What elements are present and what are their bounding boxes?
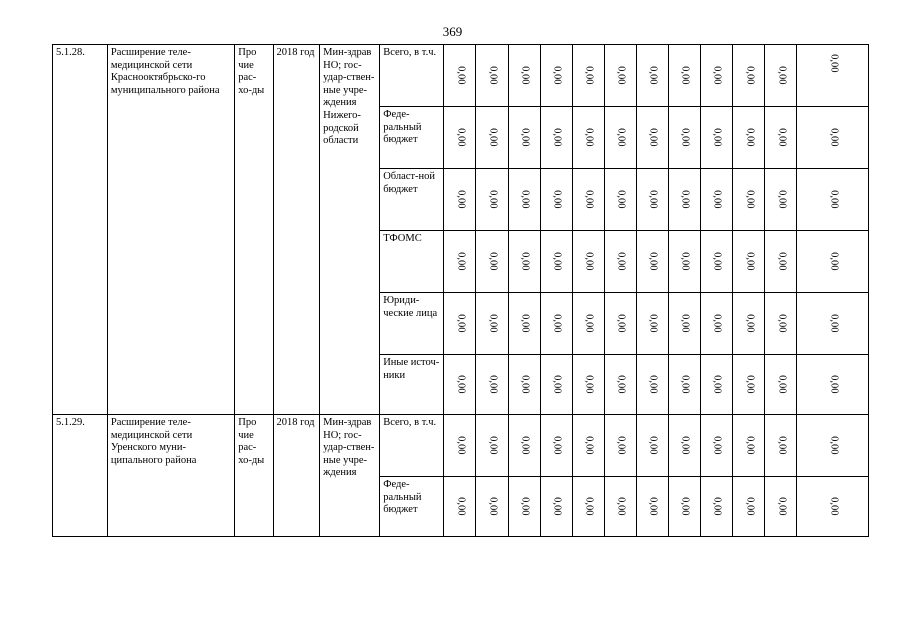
value-cell [669,293,701,355]
value-cell [797,169,869,231]
value-cell [765,293,797,355]
value-cell [797,355,869,415]
value-text: 0,00 [455,128,467,147]
value-text: 0,00 [615,436,627,455]
value-cell [636,231,668,293]
value-text: 0,00 [551,497,563,516]
value-cell [604,293,636,355]
value-cell [701,293,733,355]
value-cell [476,293,508,355]
funding-source-label: Феде-ральный бюджет [380,107,444,169]
value-text: 0,00 [455,497,467,516]
value-text: 0,00 [551,128,563,147]
value-text: 0,00 [744,436,756,455]
value-cell [669,45,701,107]
value-cell [701,355,733,415]
value-cell [765,355,797,415]
value-text: 0,00 [647,252,659,271]
value-cell [636,107,668,169]
value-cell [444,355,476,415]
budget-table [52,44,869,537]
value-cell [508,355,540,415]
value-text: 0,00 [551,252,563,271]
item-name: Расширение теле-медицинской сети Уренского муни-ципального района [107,415,234,537]
value-text: 0,00 [744,190,756,209]
value-cell [636,415,668,477]
item-executor: Мин-здрав НО; гос-удар-ствен-ные учре-ждения Нижего-родской области [320,45,380,415]
funding-source-label: Феде-ральный бюджет [380,477,444,537]
value-cell [508,477,540,537]
funding-source-label: Всего, в т.ч. [380,415,444,477]
value-text: 0,00 [679,66,691,85]
value-cell [797,45,869,107]
value-text: 0,00 [828,190,839,209]
value-cell [701,415,733,477]
value-cell [797,415,869,477]
value-text: 0,00 [828,54,839,73]
value-text: 0,00 [519,252,531,271]
value-text: 0,00 [679,497,691,516]
value-text: 0,00 [487,66,499,85]
value-cell [572,477,604,537]
value-text: 0,00 [647,128,659,147]
value-text: 0,00 [776,436,788,455]
expense-type: Про чие рас-хо-ды [235,45,273,415]
value-cell [797,477,869,537]
value-text: 0,00 [519,314,531,333]
value-cell [701,477,733,537]
value-cell [508,107,540,169]
value-text: 0,00 [744,375,756,394]
value-cell [604,415,636,477]
value-cell [636,169,668,231]
value-text: 0,00 [679,375,691,394]
value-cell [797,231,869,293]
value-text: 0,00 [519,128,531,147]
value-text: 0,00 [744,66,756,85]
value-text: 0,00 [487,190,499,209]
value-cell [540,169,572,231]
value-cell [444,107,476,169]
value-text: 0,00 [551,66,563,85]
value-cell [604,107,636,169]
value-text: 0,00 [711,66,723,85]
value-cell [765,107,797,169]
value-cell [797,107,869,169]
value-text: 0,00 [551,190,563,209]
value-text: 0,00 [455,66,467,85]
value-text: 0,00 [487,375,499,394]
value-text: 0,00 [487,252,499,271]
value-text: 0,00 [647,66,659,85]
value-cell [476,45,508,107]
value-text: 0,00 [711,375,723,394]
value-cell [765,45,797,107]
value-text: 0,00 [744,497,756,516]
value-cell [572,107,604,169]
value-text: 0,00 [583,66,595,85]
value-text: 0,00 [828,314,839,333]
value-text: 0,00 [679,190,691,209]
value-text: 0,00 [615,314,627,333]
funding-source-label: ТФОМС [380,231,444,293]
value-cell [508,169,540,231]
value-cell [540,355,572,415]
value-text: 0,00 [519,190,531,209]
value-text: 0,00 [487,128,499,147]
value-text: 0,00 [615,497,627,516]
funding-source-label: Област-ной бюджет [380,169,444,231]
value-text: 0,00 [744,128,756,147]
value-text: 0,00 [828,128,839,147]
item-name: Расширение теле-медицинской сети Краснооктябрьско-го муниципального района [107,45,234,415]
value-text: 0,00 [647,314,659,333]
value-cell [701,107,733,169]
funding-source-label: Иные источ-ники [380,355,444,415]
value-text: 0,00 [615,190,627,209]
value-cell [636,45,668,107]
value-cell [669,477,701,537]
value-text: 0,00 [647,190,659,209]
value-text: 0,00 [828,375,839,394]
value-text: 0,00 [551,436,563,455]
value-cell [701,231,733,293]
value-cell [540,107,572,169]
value-cell [508,45,540,107]
value-text: 0,00 [583,314,595,333]
value-text: 0,00 [776,66,788,85]
value-text: 0,00 [711,252,723,271]
value-cell [572,169,604,231]
value-text: 0,00 [679,252,691,271]
value-cell [476,355,508,415]
item-year: 2018 год [273,45,320,415]
value-text: 0,00 [776,190,788,209]
value-cell [733,169,765,231]
value-text: 0,00 [711,436,723,455]
value-cell [604,169,636,231]
value-cell [572,231,604,293]
value-text: 0,00 [615,252,627,271]
value-text: 0,00 [487,314,499,333]
value-text: 0,00 [647,375,659,394]
value-text: 0,00 [744,314,756,333]
value-text: 0,00 [583,128,595,147]
value-text: 0,00 [551,314,563,333]
value-text: 0,00 [487,497,499,516]
item-code: 5.1.29. [53,415,108,537]
value-cell [733,107,765,169]
value-cell [540,415,572,477]
item-executor: Мин-здрав НО; гос-удар-ствен-ные учре-ждения [320,415,380,537]
expense-type: Про чие рас-хо-ды [235,415,273,537]
value-cell [669,415,701,477]
value-cell [636,293,668,355]
value-text: 0,00 [776,497,788,516]
value-text: 0,00 [583,436,595,455]
value-text: 0,00 [615,66,627,85]
value-cell [476,169,508,231]
value-cell [444,415,476,477]
value-cell [444,477,476,537]
value-cell [701,169,733,231]
value-text: 0,00 [828,252,839,271]
value-cell [540,293,572,355]
value-cell [444,169,476,231]
value-text: 0,00 [679,314,691,333]
value-text: 0,00 [776,128,788,147]
funding-source-label: Юриди-ческие лица [380,293,444,355]
value-cell [572,45,604,107]
value-cell [572,293,604,355]
value-text: 0,00 [455,375,467,394]
value-text: 0,00 [647,436,659,455]
value-text: 0,00 [679,436,691,455]
value-cell [765,415,797,477]
value-cell [476,231,508,293]
value-cell [508,415,540,477]
value-text: 0,00 [583,497,595,516]
value-cell [572,355,604,415]
value-text: 0,00 [615,128,627,147]
value-cell [604,355,636,415]
value-text: 0,00 [828,436,839,455]
value-text: 0,00 [711,190,723,209]
value-cell [636,355,668,415]
value-cell [669,231,701,293]
value-cell [604,45,636,107]
value-cell [540,45,572,107]
value-cell [444,231,476,293]
value-cell [733,45,765,107]
item-code: 5.1.28. [53,45,108,415]
item-year: 2018 год [273,415,320,537]
value-cell [797,293,869,355]
value-text: 0,00 [679,128,691,147]
value-text: 0,00 [551,375,563,394]
value-cell [636,477,668,537]
value-text: 0,00 [711,314,723,333]
value-text: 0,00 [519,66,531,85]
value-cell [476,107,508,169]
value-text: 0,00 [828,497,839,516]
value-cell [669,355,701,415]
value-text: 0,00 [583,375,595,394]
value-text: 0,00 [615,375,627,394]
value-cell [701,45,733,107]
value-cell [765,231,797,293]
value-text: 0,00 [776,375,788,394]
value-text: 0,00 [711,497,723,516]
funding-source-label: Всего, в т.ч. [380,45,444,107]
page-number: 369 [442,24,463,39]
value-cell [444,45,476,107]
value-cell [733,293,765,355]
value-cell [540,231,572,293]
value-text: 0,00 [455,436,467,455]
value-cell [669,169,701,231]
value-cell [540,477,572,537]
value-cell [508,231,540,293]
value-cell [508,293,540,355]
value-text: 0,00 [776,314,788,333]
value-text: 0,00 [519,375,531,394]
value-text: 0,00 [487,436,499,455]
value-text: 0,00 [519,436,531,455]
value-cell [733,477,765,537]
value-text: 0,00 [647,497,659,516]
value-cell [444,293,476,355]
value-cell [604,231,636,293]
value-cell [733,415,765,477]
value-text: 0,00 [455,252,467,271]
value-text: 0,00 [744,252,756,271]
value-cell [733,355,765,415]
value-text: 0,00 [583,252,595,271]
value-text: 0,00 [711,128,723,147]
value-cell [476,477,508,537]
value-text: 0,00 [455,314,467,333]
table-row [53,45,869,107]
value-text: 0,00 [455,190,467,209]
value-text: 0,00 [583,190,595,209]
value-cell [765,477,797,537]
value-cell [572,415,604,477]
value-text: 0,00 [519,497,531,516]
value-cell [733,231,765,293]
value-cell [669,107,701,169]
value-text: 0,00 [776,252,788,271]
table-row [53,415,869,477]
value-cell [604,477,636,537]
value-cell [476,415,508,477]
value-cell [765,169,797,231]
